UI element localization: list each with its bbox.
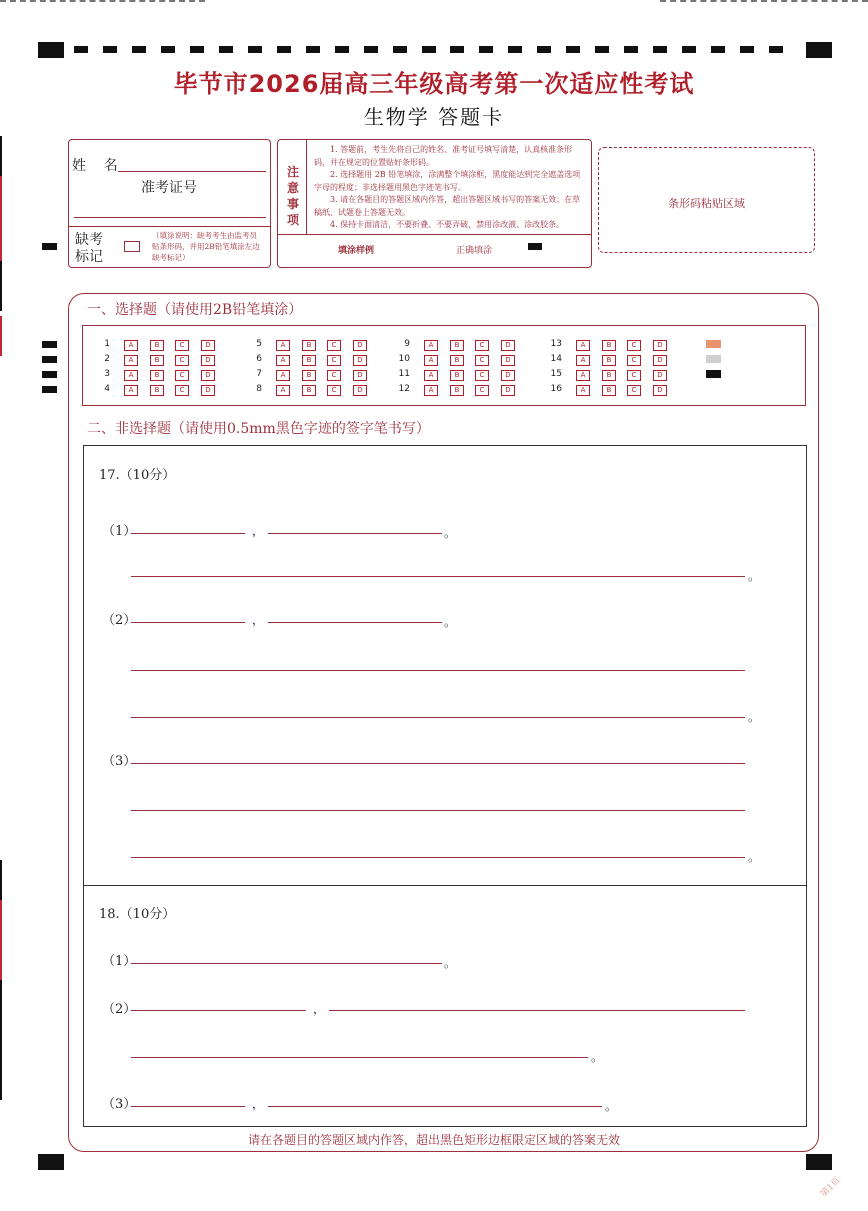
side-marker-absent — [42, 243, 57, 250]
mc-option-bubble[interactable]: B — [450, 385, 464, 396]
subject-title: 生物学 答题卡 — [363, 105, 505, 129]
timing-mark — [364, 46, 378, 53]
mc-option-bubble[interactable]: D — [353, 385, 367, 396]
q17-p3-blank-3[interactable] — [131, 857, 745, 858]
mc-option-bubble[interactable]: A — [124, 370, 138, 381]
timing-mark — [161, 46, 175, 53]
mc-option-bubble[interactable]: D — [201, 355, 215, 366]
mc-option-bubble[interactable]: B — [450, 355, 464, 366]
q17-title: 17.（10分） — [99, 468, 176, 483]
q17-p3-blank-2[interactable] — [131, 810, 745, 811]
left-edge-line-3 — [0, 261, 2, 311]
mc-option-bubble[interactable]: D — [653, 370, 667, 381]
mc-question-number: 12 — [398, 384, 410, 394]
left-edge-line-4 — [0, 316, 2, 356]
mc-option-bubble[interactable]: C — [627, 340, 641, 351]
mc-option-bubble[interactable]: B — [302, 370, 316, 381]
timing-mark — [132, 46, 146, 53]
mc-option-bubble[interactable]: B — [302, 385, 316, 396]
top-trim-right — [660, 0, 868, 4]
q17-p3-blank-1[interactable] — [131, 763, 745, 764]
mc-option-bubble[interactable]: C — [327, 385, 341, 396]
mc-option-bubble[interactable]: D — [201, 340, 215, 351]
mc-option-bubble[interactable]: C — [627, 355, 641, 366]
mc-question-number: 4 — [104, 384, 110, 394]
timing-mark — [335, 46, 349, 53]
corner-stamp: 第1页 — [819, 1175, 843, 1200]
mc-question-number: 11 — [398, 369, 410, 379]
mc-option-bubble[interactable]: D — [353, 370, 367, 381]
timing-mark — [711, 46, 725, 53]
mc-option-bubble[interactable]: D — [653, 340, 667, 351]
timing-mark — [422, 46, 436, 53]
mc-option-bubble[interactable]: C — [475, 355, 489, 366]
exam-id-field[interactable] — [74, 217, 266, 218]
mc-question-number: 8 — [256, 384, 262, 394]
mc-option-bubble[interactable]: D — [501, 385, 515, 396]
q18-p3-blank-2[interactable] — [268, 1106, 602, 1107]
exam-id-label: 准考证号 — [141, 180, 197, 196]
exam-title: 毕节市2026届高三年级高考第一次适应性考试 — [173, 70, 695, 98]
notice-heading: 注意事项 — [287, 165, 300, 227]
left-edge-line-6 — [0, 900, 2, 980]
mc-option-bubble[interactable]: D — [501, 370, 515, 381]
barcode-label: 条形码粘贴区域 — [668, 197, 745, 210]
absent-label-2: 标记 — [75, 249, 103, 265]
color-calibration-swatch — [706, 355, 721, 363]
corner-marker-bottom-left — [38, 1154, 64, 1170]
correct-label: 正确填涂 — [456, 246, 493, 256]
mc-option-bubble[interactable]: C — [327, 340, 341, 351]
name-label: 姓 名 — [72, 158, 118, 174]
timing-mark — [219, 46, 233, 53]
mc-option-bubble[interactable]: A — [276, 385, 290, 396]
mc-option-bubble[interactable]: A — [124, 385, 138, 396]
notice-divider-v — [306, 139, 307, 234]
mc-option-bubble[interactable]: B — [150, 385, 164, 396]
mc-question-number: 5 — [256, 339, 262, 349]
mc-option-bubble[interactable]: D — [353, 340, 367, 351]
q17-p1-blank-1[interactable] — [131, 533, 245, 534]
q17-p3-label: （3） — [102, 754, 137, 769]
timing-mark-row — [74, 46, 798, 54]
timing-mark — [74, 46, 88, 53]
timing-mark — [624, 46, 638, 53]
q17-p2-blank-2[interactable] — [268, 622, 442, 623]
mc-option-bubble[interactable]: B — [602, 370, 616, 381]
q18-p1-blank-1[interactable] — [131, 963, 442, 964]
mc-option-bubble[interactable]: A — [276, 370, 290, 381]
top-trim-left — [0, 0, 205, 4]
mc-option-bubble[interactable]: C — [627, 385, 641, 396]
mc-question-number: 6 — [256, 354, 262, 364]
timing-mark — [740, 46, 754, 53]
q18-p3-period: 。 — [605, 1099, 618, 1113]
absent-checkbox[interactable] — [124, 241, 140, 252]
mc-option-bubble[interactable]: A — [576, 340, 590, 351]
mc-option-bubble[interactable]: A — [576, 355, 590, 366]
mc-option-bubble[interactable]: A — [124, 340, 138, 351]
mc-box — [82, 325, 806, 406]
mc-question-number: 2 — [104, 354, 110, 364]
q17-p2-label: （2） — [102, 613, 137, 628]
q18-answer-box — [83, 885, 807, 1127]
mc-question-number: 14 — [550, 354, 562, 364]
mc-question-number: 16 — [550, 384, 562, 394]
mc-option-bubble[interactable]: A — [124, 355, 138, 366]
timing-mark — [682, 46, 696, 53]
mc-option-bubble[interactable]: C — [175, 370, 189, 381]
mc-option-bubble[interactable]: C — [475, 385, 489, 396]
notice-item: 1. 答题前，考生先将自己的姓名、准考证号填写清楚，认真核准条形码，并在规定的位置贴好条形码。 — [314, 145, 573, 167]
section1-title: 一、选择题（请使用2B铅笔填涂） — [87, 302, 303, 318]
mc-option-bubble[interactable]: C — [327, 370, 341, 381]
info-divider — [68, 226, 270, 227]
mc-option-bubble[interactable]: B — [302, 340, 316, 351]
q18-p2-comma: ， — [313, 1002, 326, 1016]
mc-option-bubble[interactable]: A — [276, 355, 290, 366]
sample-label: 填涂样例 — [338, 246, 375, 256]
timing-mark — [537, 46, 551, 53]
q17-p1-comma: ， — [252, 524, 265, 538]
section2-title: 二、非选择题（请使用0.5mm黑色字迹的签字笔书写） — [87, 421, 430, 437]
q18-p2-label: （2） — [102, 1002, 137, 1017]
mc-option-bubble[interactable]: B — [450, 370, 464, 381]
q18-title: 18.（10分） — [99, 907, 176, 922]
mc-option-bubble[interactable]: D — [353, 355, 367, 366]
timing-mark — [653, 46, 667, 53]
q17-p1-blank-2[interactable] — [268, 533, 442, 534]
q18-p1-period: 。 — [444, 956, 457, 970]
notice-list — [314, 144, 584, 232]
mc-option-bubble[interactable]: D — [501, 355, 515, 366]
color-calibration-swatch — [706, 340, 721, 348]
mc-option-bubble[interactable]: A — [276, 340, 290, 351]
mc-option-bubble[interactable]: A — [576, 370, 590, 381]
q18-p3-comma: ， — [252, 1097, 265, 1111]
left-edge-line-7 — [0, 980, 2, 1100]
q18-p2-blank-3[interactable] — [131, 1057, 588, 1058]
mc-option-bubble[interactable]: A — [424, 385, 438, 396]
color-calibration-swatch — [706, 370, 721, 378]
q17-answer-box — [83, 445, 807, 886]
q18-p1-label: （1） — [102, 954, 137, 969]
correct-fill-sample — [528, 243, 542, 250]
mc-question-number: 15 — [550, 369, 562, 379]
timing-mark — [306, 46, 320, 53]
q17-p2-comma: ， — [252, 613, 265, 627]
mc-option-bubble[interactable]: B — [302, 355, 316, 366]
mc-option-bubble[interactable]: C — [175, 340, 189, 351]
q17-p2-blank-4[interactable] — [131, 717, 745, 718]
mc-option-bubble[interactable]: C — [327, 355, 341, 366]
q18-p2-blank-2[interactable] — [329, 1010, 745, 1011]
q17-p1-end-period: 。 — [748, 569, 761, 583]
timing-mark — [595, 46, 609, 53]
side-marker-row-4 — [42, 386, 57, 393]
mc-option-bubble[interactable]: D — [501, 340, 515, 351]
q17-p2-period: 。 — [444, 615, 457, 629]
mc-option-bubble[interactable]: A — [424, 355, 438, 366]
mc-option-bubble[interactable]: C — [627, 370, 641, 381]
mc-option-bubble[interactable]: A — [576, 385, 590, 396]
q17-p1-label: （1） — [102, 524, 137, 539]
q17-p2-end-period: 。 — [748, 710, 761, 724]
timing-mark — [479, 46, 493, 53]
notice-item: 4. 保持卡面清洁，不要折叠、不要弄破，禁用涂改液、涂改胶条。 — [330, 220, 565, 229]
timing-mark — [566, 46, 580, 53]
mc-option-bubble[interactable]: D — [201, 385, 215, 396]
mc-option-bubble[interactable]: D — [653, 385, 667, 396]
mc-option-bubble[interactable]: C — [175, 385, 189, 396]
notice-item: 3. 请在各题目的答题区域内作答，超出答题区域书写的答案无效；在草稿纸、试题卷上答题无效。 — [314, 195, 581, 217]
mc-option-bubble[interactable]: A — [424, 340, 438, 351]
q17-p3-end-period: 。 — [748, 850, 761, 864]
name-field[interactable] — [118, 171, 266, 172]
notice-divider-h — [277, 234, 591, 235]
timing-mark — [277, 46, 291, 53]
mc-option-bubble[interactable]: C — [475, 340, 489, 351]
left-edge-line-1 — [0, 136, 2, 176]
mc-question-number: 3 — [104, 369, 110, 379]
mc-option-bubble[interactable]: C — [175, 355, 189, 366]
mc-option-bubble[interactable]: B — [602, 385, 616, 396]
mc-option-bubble[interactable]: B — [150, 355, 164, 366]
mc-question-number: 13 — [550, 339, 562, 349]
timing-mark — [769, 46, 783, 53]
mc-option-bubble[interactable]: B — [602, 355, 616, 366]
corner-marker-top-right — [806, 42, 832, 58]
mc-option-bubble[interactable]: D — [653, 355, 667, 366]
side-marker-row-1 — [42, 341, 57, 348]
q18-p2-blank-1[interactable] — [131, 1010, 306, 1011]
timing-mark — [190, 46, 204, 53]
mc-option-bubble[interactable]: D — [201, 370, 215, 381]
mc-option-bubble[interactable]: A — [424, 370, 438, 381]
footer-warning: 请在各题目的答题区域内作答，超出黑色矩形边框限定区域的答案无效 — [247, 1133, 620, 1147]
q18-p3-label: （3） — [102, 1097, 137, 1112]
mc-option-bubble[interactable]: B — [450, 340, 464, 351]
mc-question-number: 10 — [398, 354, 410, 364]
timing-mark — [248, 46, 262, 53]
mc-option-bubble[interactable]: C — [475, 370, 489, 381]
mc-question-number: 9 — [404, 339, 410, 349]
mc-question-number: 7 — [256, 369, 262, 379]
q17-p2-blank-1[interactable] — [131, 622, 245, 623]
timing-mark — [103, 46, 117, 53]
side-marker-row-3 — [42, 371, 57, 378]
mc-option-bubble[interactable]: B — [602, 340, 616, 351]
corner-marker-top-left — [38, 42, 64, 58]
timing-mark — [393, 46, 407, 53]
corner-marker-bottom-right — [806, 1154, 832, 1170]
notice-item: 2. 选择题用 2B 铅笔填涂，涂满整个填涂框，黑度能达到完全遮盖选项字母的程度；非选择题用黑色字迹笔书写。 — [314, 170, 581, 192]
mc-option-bubble[interactable]: B — [150, 370, 164, 381]
mc-option-bubble[interactable]: B — [150, 340, 164, 351]
timing-mark — [450, 46, 464, 53]
q17-p1-blank-3[interactable] — [131, 576, 745, 577]
timing-mark — [508, 46, 522, 53]
absent-label-1: 缺考 — [75, 232, 103, 248]
q17-p2-blank-3[interactable] — [131, 670, 745, 671]
left-edge-line-5 — [0, 860, 2, 900]
absent-note: （填涂说明：缺考考生由监考员贴条形码，并用2B铅笔填涂左边缺考标记） — [152, 231, 260, 262]
left-edge-line-2 — [0, 176, 2, 261]
mc-question-number: 1 — [104, 339, 110, 349]
q18-p2-end-period: 。 — [591, 1050, 604, 1064]
q17-p1-period: 。 — [444, 526, 457, 540]
q18-p3-blank-1[interactable] — [131, 1106, 245, 1107]
side-marker-row-2 — [42, 356, 57, 363]
